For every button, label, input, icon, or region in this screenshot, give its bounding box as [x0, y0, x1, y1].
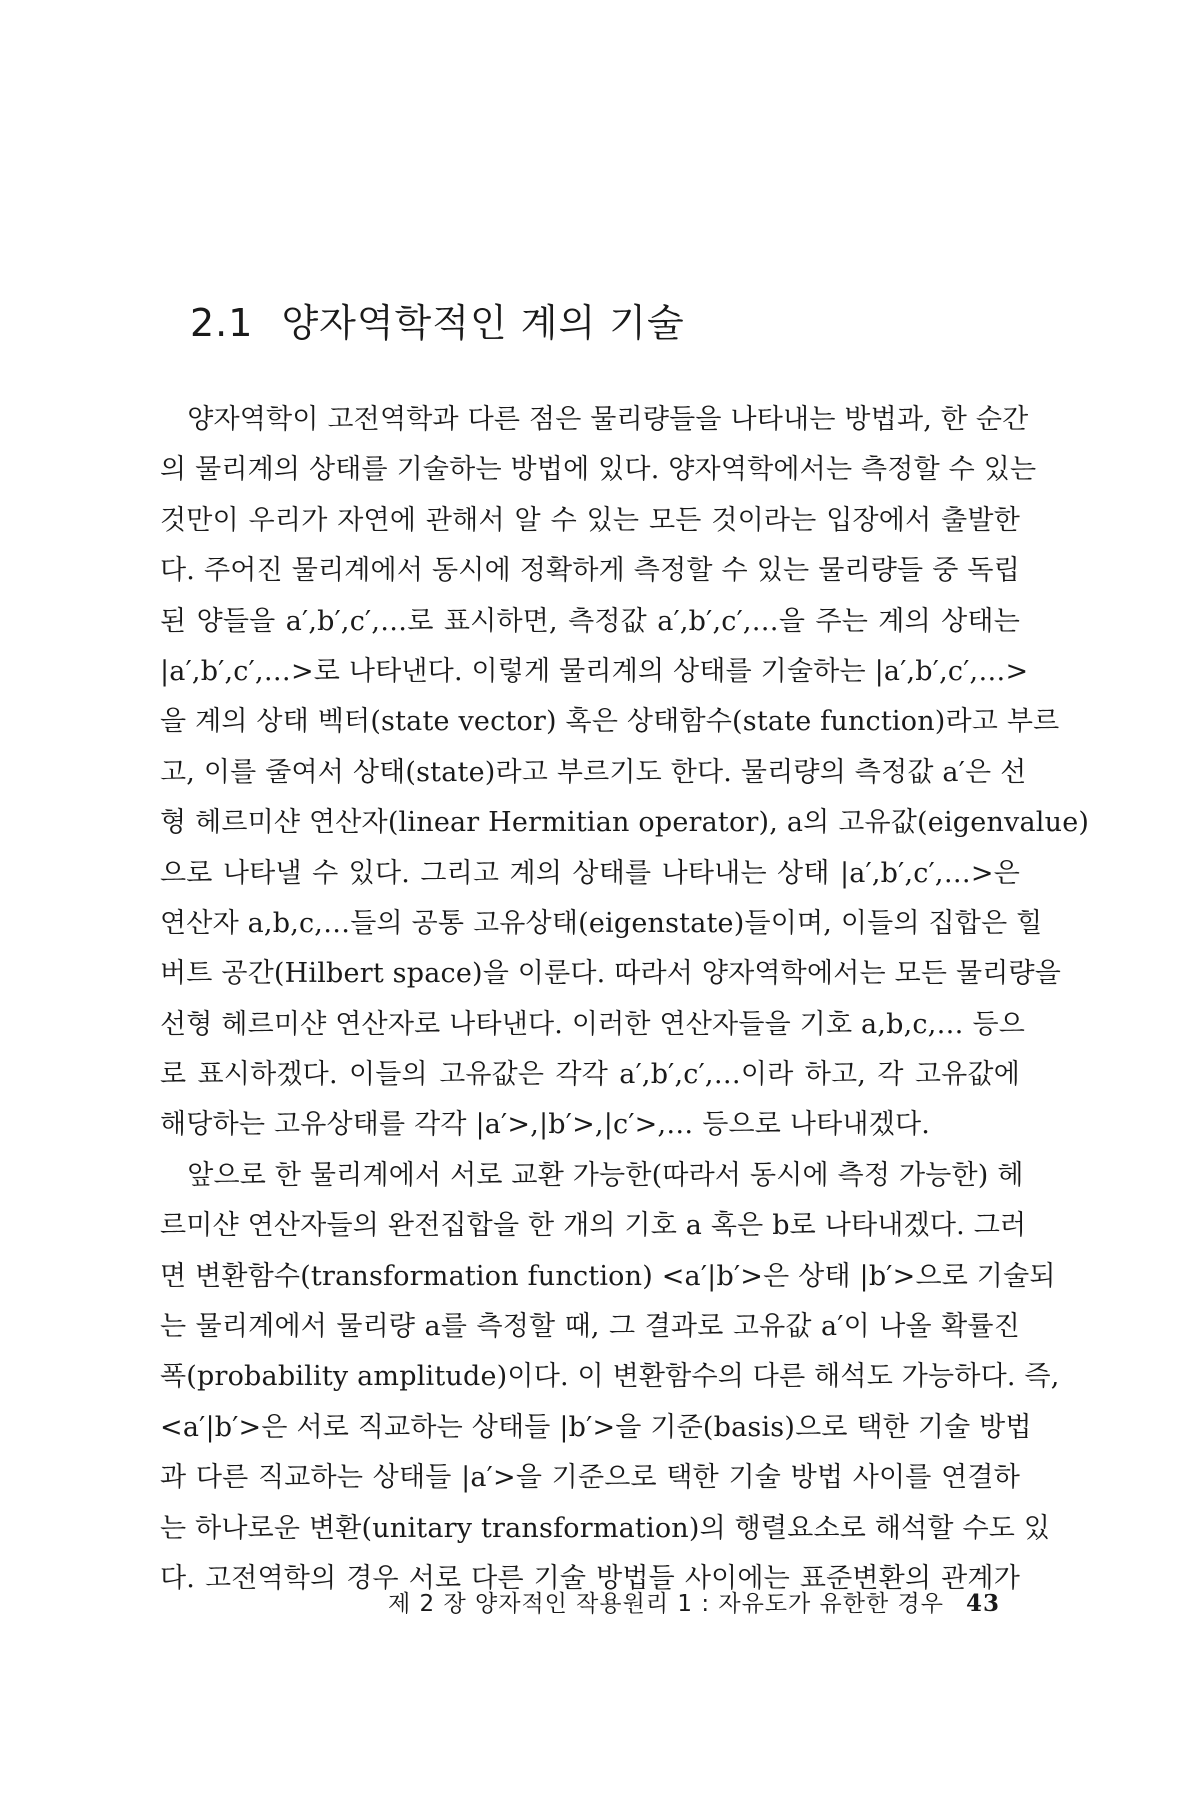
text-line: 연산자 a,b,c,…들의 공통 고유상태(eigenstate)들이며, 이들의 집합은 힐: [160, 907, 1043, 939]
text-line: 르미샨 연산자들의 완전집합을 한 개의 기호 a 혹은 b로 나타내겠다. 그러: [160, 1210, 1027, 1242]
text-line: <a′|b′>은 서로 직교하는 상태들 |b′>을 기준(basis)으로 택한 기술 방법: [160, 1411, 1032, 1443]
text-line: |a′,b′,c′,…>로 나타낸다. 이렇게 물리계의 상태를 기술하는 |a′,b′,c′,…>: [160, 655, 1029, 687]
text-line: 형 헤르미샨 연산자(linear Hermitian operator), a의 고유값(eigenvalue): [160, 807, 1090, 839]
text-line: 폭(probability amplitude)이다. 이 변환함수의 다른 해석도 가능하다. 즉,: [160, 1361, 1060, 1393]
text-line: 앞으로 한 물리계에서 서로 교환 가능한(따라서 동시에 측정 가능한) 헤: [160, 1159, 1024, 1191]
text-line: 과 다른 직교하는 상태들 |a′>을 기준으로 택한 기술 방법 사이를 연결하: [160, 1462, 1020, 1494]
text-line: 다. 주어진 물리계에서 동시에 정확하게 측정할 수 있는 물리량들 중 독립: [160, 555, 1020, 587]
page-footer: [388, 1585, 1000, 1618]
text-line: 는 하나로운 변환(unitary transformation)의 행렬요소로 해석할 수도 있: [160, 1512, 1051, 1544]
body-text: [160, 395, 1090, 1604]
text-line: 된 양들을 a′,b′,c′,…로 표시하면, 측정값 a′,b′,c′,…을 주는 계의 상태는: [160, 605, 1020, 637]
text-line: 의 물리계의 상태를 기술하는 방법에 있다. 양자역학에서는 측정할 수 있는: [160, 454, 1037, 486]
running-footer-chapter: 제 2 장 양자적인 작용원리 1 : 자유도가 유한한 경우: [388, 1591, 944, 1617]
section-heading: [190, 292, 685, 347]
text-line: 로 표시하겠다. 이들의 고유값은 각각 a′,b′,c′,…이라 하고, 각 고유값에: [160, 1059, 1020, 1091]
text-line: 해당하는 고유상태를 각각 |a′>,|b′>,|c′>,… 등으로 나타내겠다.: [160, 1109, 931, 1141]
text-line: 면 변환함수(transformation function) <a′|b′>은 상태 |b′>으로 기술되: [160, 1260, 1056, 1292]
text-line: 다. 고전역학의 경우 서로 다른 기술 방법들 사이에는 표준변환의 관계가: [160, 1562, 1020, 1594]
text-line: 을 계의 상태 벡터(state vector) 혹은 상태함수(state function)라고 부르: [160, 706, 1060, 738]
section-number: 2.1: [190, 301, 254, 345]
text-line: 것만이 우리가 자연에 관해서 알 수 있는 모든 것이라는 입장에서 출발한: [160, 504, 1020, 536]
page-number: 43: [965, 1590, 1000, 1617]
text-line: 으로 나타낼 수 있다. 그리고 계의 상태를 나타내는 상태 |a′,b′,c′,…>은: [160, 857, 1020, 889]
text-line: 양자역학이 고전역학과 다른 점은 물리량들을 나타내는 방법과, 한 순간: [160, 404, 1029, 435]
text-line: 버트 공간(Hilbert space)을 이룬다. 따라서 양자역학에서는 모든 물리량을: [160, 958, 1062, 990]
text-line: 는 물리계에서 물리량 a를 측정할 때, 그 결과로 고유값 a′이 나올 확률진: [160, 1311, 1020, 1343]
text-line: 선형 헤르미샨 연산자로 나타낸다. 이러한 연산자들을 기호 a,b,c,… 등으: [160, 1008, 1026, 1040]
text-line: 고, 이를 줄여서 상태(state)라고 부르기도 한다. 물리량의 측정값 a′은 선: [160, 756, 1027, 788]
section-title-text: 양자역학적인 계의 기술: [281, 301, 685, 345]
